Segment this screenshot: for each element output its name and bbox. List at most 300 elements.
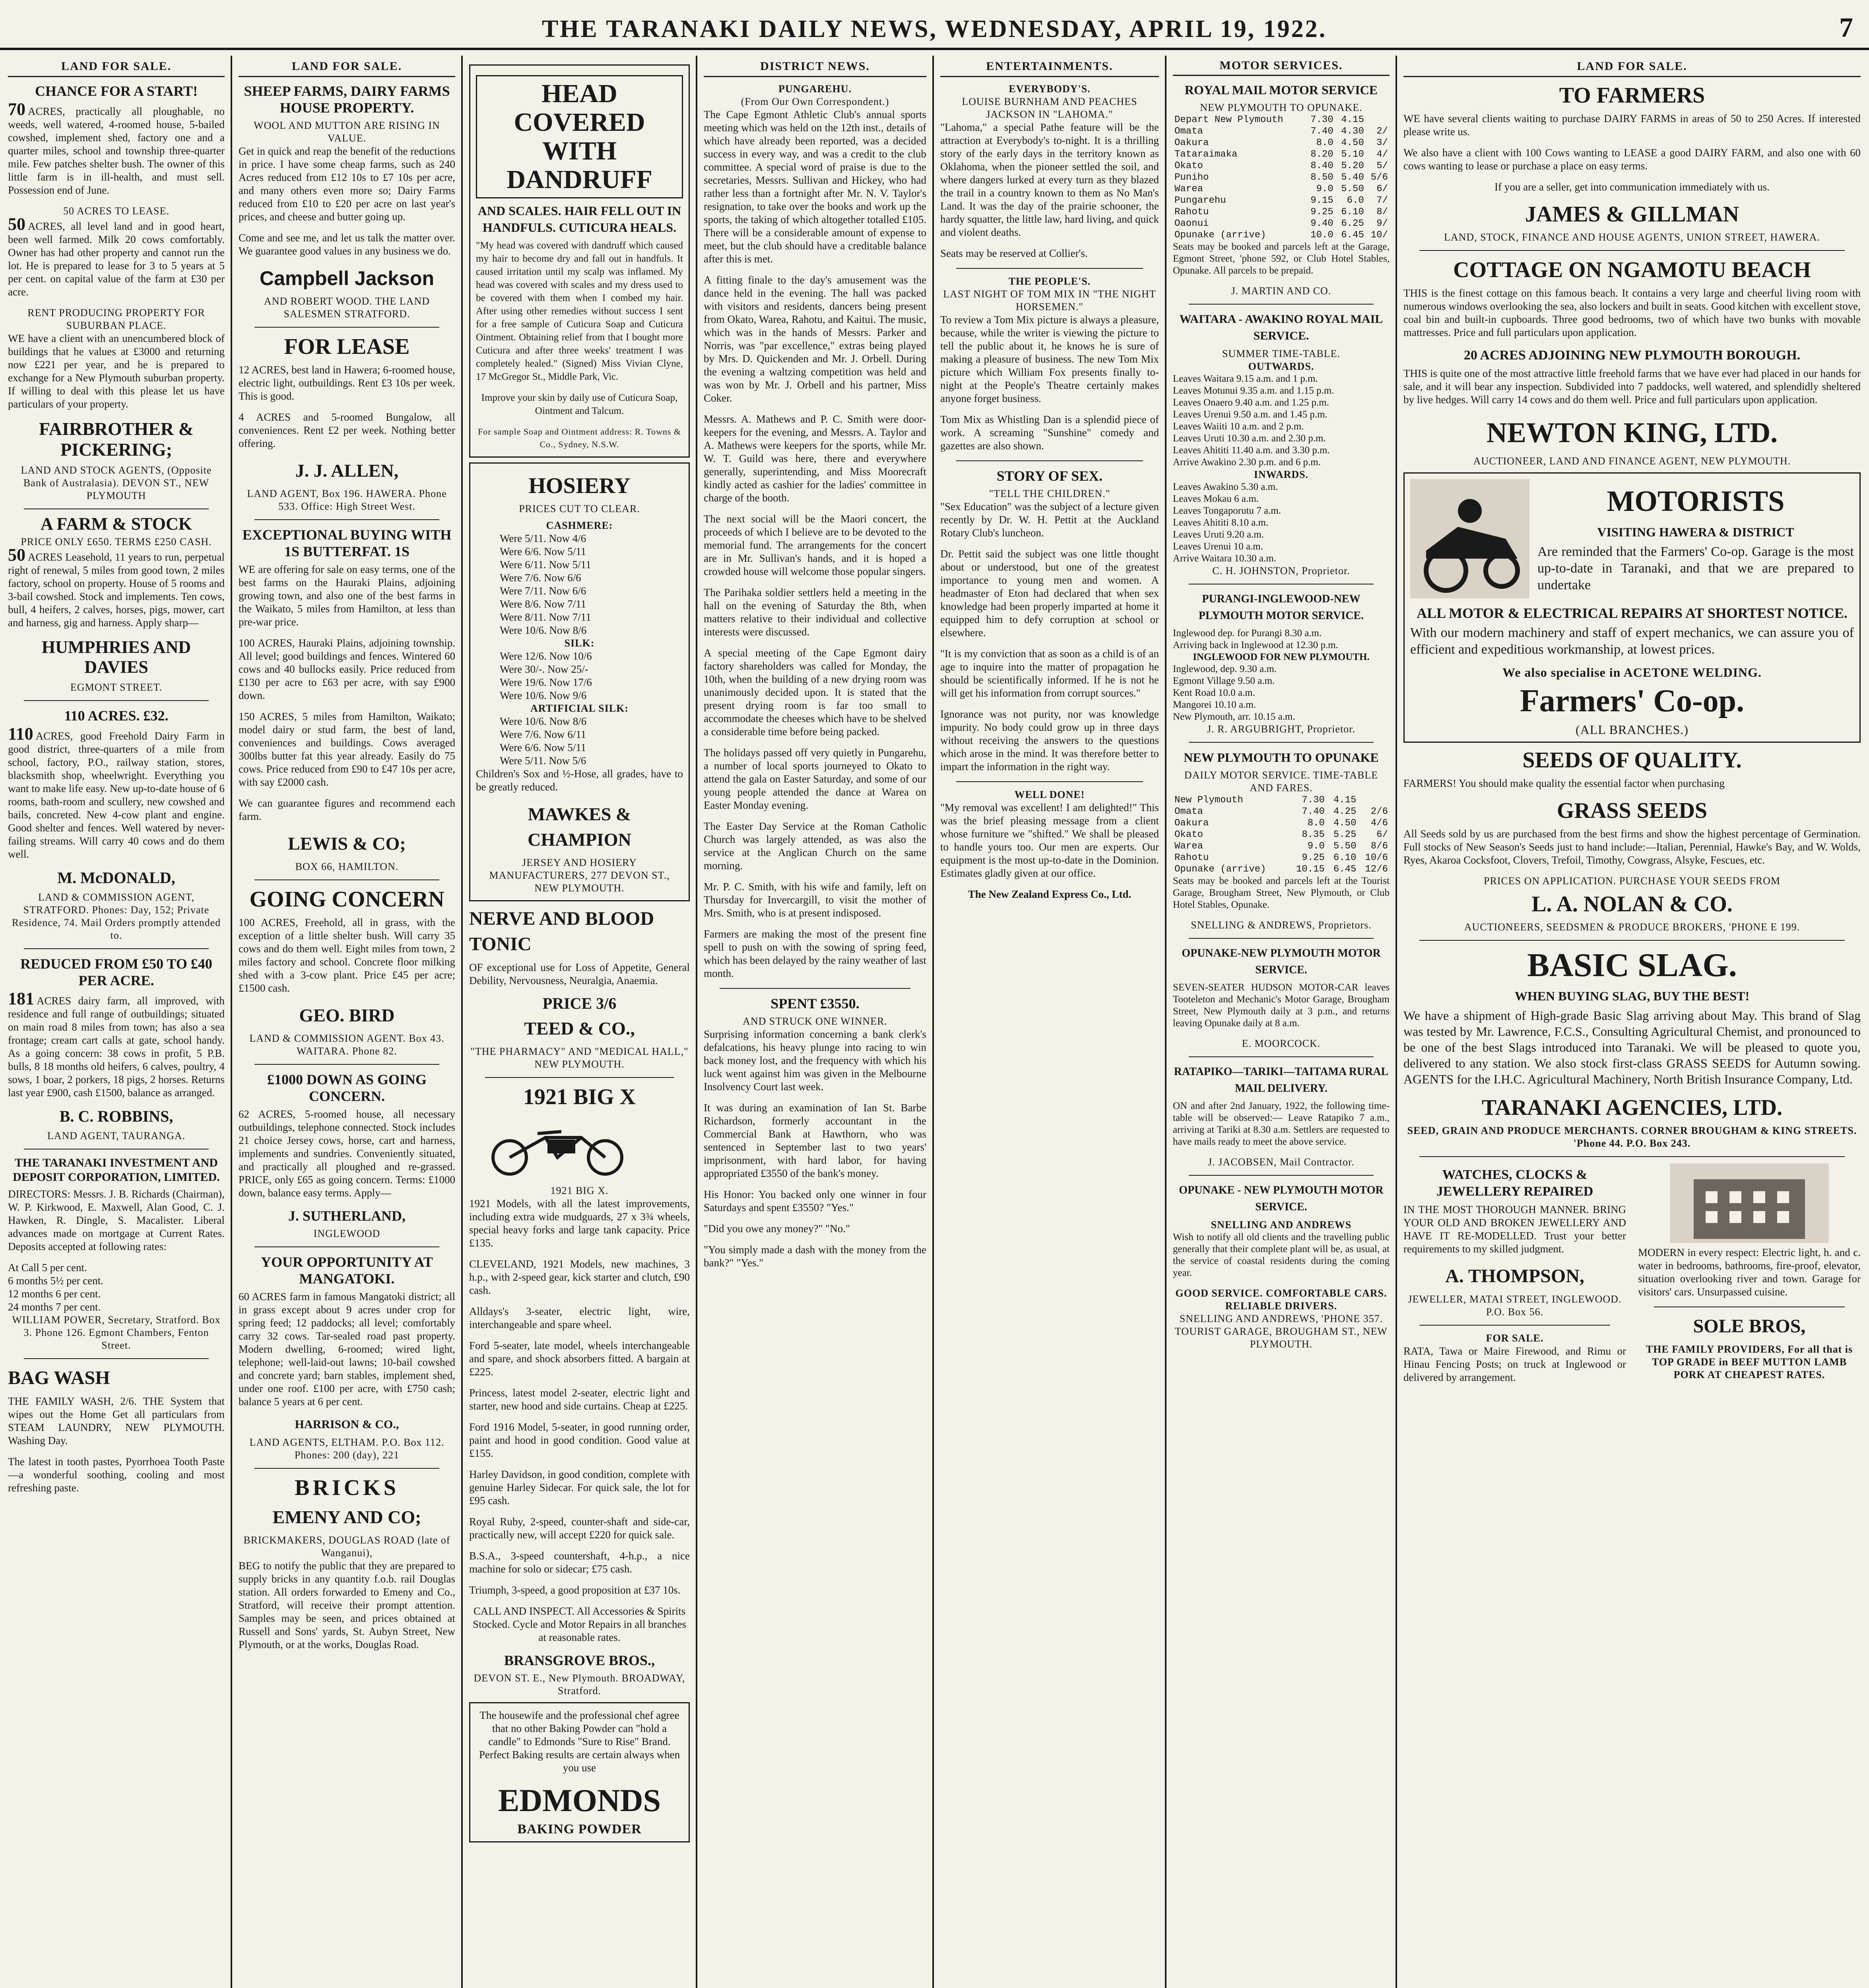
ad-text: Are reminded that the Farmers' Co-op. Garage is the most up-to-date in Taranaki, and that we are prepared to undertake (1537, 544, 1854, 592)
ad-subheading: 50 ACRES TO LEASE. (63, 205, 169, 217)
column-1 (8, 60, 225, 1988)
ad-text: Ford 5-seater, late model, wheels interchangeable and spare, and shock absorbers fitted. A bargain at £225. (469, 1340, 690, 1378)
column-header: LAND FOR SALE. (8, 60, 225, 77)
timetable-cell: Okato (1174, 161, 1203, 171)
timetable-row: Leaves Ahititi 8.10 a.m. (1173, 517, 1269, 528)
timetable-row: New Plymouth, arr. 10.15 a.m. (1173, 711, 1295, 722)
firm-name: Farmers' Co-op. (1520, 683, 1745, 718)
price-row: Were 8/6. Now 7/11 (500, 598, 586, 610)
firm-name: EMENY AND CO; (272, 1507, 421, 1527)
timetable-cell: Rahotu (1174, 207, 1209, 217)
ad-text: 60 ACRES farm in famous Mangatoki district; all in grass except about 9 acres under crop for spring feed; 12 paddocks; all level; comfortably carry 32 cows. Tar-sealed road past property. Modern dwelling, 6-roomed; wired light, telephone; well-laid-out lawns; 10-bail cowshed and concrete yard; barn stables, implement shed, under one roof. £100 per acre, with £750 cash; balance 5 years at 6 per cent. (239, 1291, 455, 1408)
article-headline: STORY OF SEX. (996, 468, 1103, 484)
firm-name: J. J. ALLEN, (295, 460, 399, 481)
price-row: Were 19/6. Now 17/6 (500, 676, 592, 688)
timetable-row: Leaves Waitara 9.15 a.m. and 1 p.m. (1173, 373, 1318, 384)
ad-heading: HOSIERY (528, 474, 631, 498)
article-paragraph: "Did you owe any money?" "No." (704, 1223, 850, 1235)
timetable-section: INWARDS. (1254, 469, 1309, 480)
ad-tagline: GOOD SERVICE. COMFORTABLE CARS. RELIABLE DRIVERS. (1175, 1287, 1387, 1312)
hosiery-ad (469, 462, 690, 901)
timetable-cell: 6.0 (1347, 195, 1364, 206)
price-row: Were 30/-. Now 25/- (500, 663, 588, 675)
firm-name: J. SUTHERLAND, (288, 1208, 406, 1224)
timetable-cell (1358, 794, 1390, 806)
timetable-cell: 9.0 (1316, 184, 1333, 194)
timetable-list (1173, 481, 1390, 565)
ad-text: DIRECTORS: Messrs. J. B. Richards (Chairman), W. P. Kirkwood, E. Maxwell, Alan Good, C. J. Hawken, R. Dingle, S. Macalister. Liberal advances made on mortgage at Current Rates. Deposits accepted at following rates: (8, 1188, 225, 1252)
timetable-row (1173, 137, 1390, 149)
ad-heading: GOING CONCERN (249, 887, 444, 912)
timetable-row (1173, 229, 1390, 241)
timetable-cell: 9.25 (1302, 852, 1325, 863)
ad-heading: 110 ACRES. £32. (64, 708, 169, 724)
timetable-cell: 2/ (1376, 126, 1388, 137)
column-header: ENTERTAINMENTS. (940, 60, 1159, 77)
ad-subheading: WHEN BUYING SLAG, BUY THE BEST! (1514, 989, 1750, 1003)
price-list (476, 532, 683, 637)
timetable-row (1173, 160, 1390, 172)
brand-sub: BAKING POWDER (517, 1822, 642, 1837)
article-paragraph: The Parihaka soldier settlers held a meeting in the hall on the evening of Saturday the 8th, when matters relative to their individual and collective interests were discussed. (704, 586, 926, 638)
firm-name: HARRISON & CO., (295, 1418, 399, 1431)
price-list (476, 650, 683, 702)
ad-heading: 1921 BIG X (523, 1085, 636, 1109)
ad-text: THIS is the finest cottage on this famous beach. It contains a very large and cheerful living room with numerous windows overlooking the sea, also lockers and built in seats. Good kitchen with excellent stove, coal bin and built-in cupboards. Three good bedrooms, two of which have two bunks with movable mattresses. Price and full particulars upon application. (1403, 287, 1861, 338)
timetable-cell: 5/ (1376, 161, 1388, 171)
article-paragraph: Mr. P. C. Smith, with his wife and family, left on Thursday for Invercargill, to visit the mother of Mrs. Smith, who is at present indisposed. (704, 881, 926, 919)
timetable-cell: 5.25 (1333, 829, 1357, 840)
ad-text: "My removal was excellent! I am delighted!" This was the brief pleasing message from a client whose furniture we "shifted." We shall be pleased to handle yours too. Our men are experts. Our equipment is the most up-to-date in the Dominion. Estimates gladly given at our office. (940, 802, 1159, 879)
price-list (476, 715, 683, 767)
image-caption: 1921 BIG X. (550, 1185, 609, 1196)
column-2 (239, 60, 455, 1988)
timetable-row: Kent Road 10.0 a.m. (1173, 687, 1255, 698)
timetable-cell: 7/ (1376, 195, 1388, 206)
firm-name: TEED & CO., (524, 1018, 635, 1039)
timetable (1173, 794, 1390, 875)
ad-text: WE have several clients waiting to purchase DAIRY FARMS in areas of 50 to 250 Acres. If interested please write us. (1403, 113, 1861, 138)
firm-address: LAND AGENT, TAURANGA. (47, 1130, 186, 1142)
column-header: MOTOR SERVICES. (1173, 60, 1390, 76)
timetable-signature: SNELLING & ANDREWS, Proprietors. (1191, 919, 1372, 931)
timetable-title: PURANGI-INGLEWOOD-NEW PLYMOUTH MOTOR SERVICE. (1198, 593, 1364, 622)
timetable-cell: Warea (1174, 184, 1203, 194)
timetable-cell: 2/6 (1370, 806, 1388, 817)
article-subheadline: LAST NIGHT OF TOM MIX IN "THE NIGHT HORSEMEN." (943, 288, 1156, 313)
timetable-cell: 8.50 (1310, 172, 1333, 183)
price-group: SILK: (564, 637, 595, 649)
ad-signature: WILLIAM POWER, Secretary, Stratford. Box 3. Phone 126. Egmont Chambers, Fenton Street. (12, 1314, 221, 1351)
article-headline: EVERYBODY'S. (1009, 83, 1091, 95)
column-rule (932, 56, 934, 1988)
article-paragraph: The Cape Egmont Athletic Club's annual sports meeting which was held on the 12th inst., details of which have already been reported, was a decided success in every way, and was a credit to the club committee. A special word of praise is due to the secretaries, Messrs. Sullivan and Hickey, who had rather less than a fortnight after Mr. N. V. Taylor's resignation, to take over the books and work up the sports, the taking of which altogether totalled £105. There will be a considerable amount of expense to meet, but the club should have a creditable balance after this is met. (704, 109, 926, 265)
timetable-signature: SNELLING AND ANDREWS, 'PHONE 357. TOURIST GARAGE, BROUGHAM ST., NEW PLYMOUTH. (1175, 1313, 1388, 1350)
timetable-row: Leaves Tongaporutu 7 a.m. (1173, 505, 1281, 516)
firm-name: BRANSGROVE BROS., (504, 1652, 655, 1668)
timetable-row: Arrive Waitara 10.30 a.m. (1173, 553, 1276, 564)
bottom-ads (1403, 1163, 1861, 1392)
page-number: 7 (1839, 12, 1853, 43)
timetable-note: SEVEN-SEATER HUDSON MOTOR-CAR leaves Tooteleton and Mechanic's Motor Garage, Brougham Street, New Plymouth daily at 3 p.m., and returns leaving Opunake daily at 8 a.m. (1173, 982, 1390, 1029)
timetable-cell: 4.50 (1341, 138, 1364, 148)
timetable-section: OUTWARDS. (1248, 361, 1314, 372)
ad-text: "My head was covered with dandruff which caused my hair to become dry and fall out in handfuls. It caused irritation until my scalp was inflamed. My head was covered with scales and my dress used to be covered with them when I combed my hair. After using other remedies without success I sent for a free sample of Cuticura Soap and Cuticura Ointment. Obtaining relief from that I bought more Cuticura and after three weeks' treatment I was completely healed." (Signed) Miss Vivian Clyne, 17 McGregor St., Middle Park, Vic. (476, 240, 683, 382)
firm-address: JEWELLER, MATAI STREET, INGLEWOOD. P.O. Box 56. (1408, 1293, 1622, 1318)
firm-address: LAND & COMMISSION AGENT. Box 43. WAITARA. Phone 82. (249, 1033, 444, 1057)
timetable-cell: 6.25 (1341, 218, 1364, 229)
timetable-cell: 8/6 (1370, 841, 1388, 852)
price-row: Were 7/6. Now 6/6 (500, 572, 581, 584)
ad-text: The housewife and the professional chef agree that no other Baking Powder can "hold a candle" to Edmonds "Sure to Rise" Brand. Perfect Baking results are certain always when you use (479, 1709, 680, 1774)
ad-heading: BASIC SLAG. (1527, 947, 1737, 984)
hotel-butcher-ads (1638, 1163, 1861, 1392)
timetable-title: OPUNAKE-NEW PLYMOUTH MOTOR SERVICE. (1182, 947, 1381, 976)
ad-text: 150 ACRES, 5 miles from Hamilton, Waikato; model dairy or stud farm, the best of land, conveniences and buildings. Cows averaged 300lbs butter fat this year already. Easily do 75 cows. Price reduced from £90 to £47 10s per acre, with say £2000 cash. (239, 711, 455, 788)
price-row: Were 5/11. Now 4/6 (500, 532, 586, 544)
column-rule (461, 56, 463, 1988)
ad-heading: MOTORISTS (1607, 485, 1785, 518)
column-header: DISTRICT NEWS. (704, 60, 926, 77)
timetable-row: Leaves Awakino 5.30 a.m. (1173, 481, 1278, 492)
ad-text: WE have a client with an unencumbered block of buildings that he values at £3000 and returning now £221 per year, and he is prepared to exchange for a New Plymouth suburban property. If willing to deal with this please let us have particulars of your property. (8, 332, 225, 410)
timetable-cell: Pungarehu (1174, 195, 1226, 206)
column-rule (1165, 56, 1166, 1988)
firm-address: DEVON ST. E., New Plymouth. BROADWAY, Stratford. (474, 1672, 685, 1697)
rate-row: 24 months 7 per cent. (8, 1301, 101, 1313)
ad-text: Ford 1916 Model, 5-seater, in good running order, paint and hood in good condition. Good value at £155. (469, 1421, 690, 1459)
firm-address: INGLEWOOD (313, 1228, 380, 1239)
timetable-row: Leaves Uruti 9.20 a.m. (1173, 529, 1264, 540)
firm-address: THE FAMILY PROVIDERS, For all that is TOP GRADE in BEEF MUTTON LAMB PORK AT CHEAPEST RATES. (1646, 1343, 1853, 1380)
edmonds-ad (469, 1702, 690, 1842)
masthead (0, 0, 1869, 50)
article-paragraph: "You simply made a dash with the money from the bank?" "Yes." (704, 1244, 926, 1269)
article-headline: THE PEOPLE'S. (1008, 276, 1091, 287)
timetable (1173, 114, 1390, 241)
timetable-cell: Depart New Plymouth (1174, 115, 1283, 125)
price-row: Were 8/11. Now 7/11 (500, 611, 591, 623)
timetable-row (1173, 195, 1390, 206)
ad-text: 100 ACRES, Freehold, all in grass, with the exception of a little shelter bush. Will carry 35 cows and do them well. Eight miles from town, 2 miles factory and school. Concrete floor milking shed with a 3-cow plant. Price £45 per acre; £1500 cash. (239, 916, 455, 994)
article-paragraph: The Easter Day Service at the Roman Catholic Church was largely attended, as was also the service at the Anglican Church on the same morning. (704, 820, 926, 872)
timetable-cell: 10.0 (1310, 230, 1333, 241)
ad-heading: SHEEP FARMS, DAIRY FARMS HOUSE PROPERTY. (244, 83, 450, 116)
ad-text: The latest in tooth pastes, Pyorrhoea Tooth Paste—a wonderful soothing, cooling and most refreshing paste. (8, 1456, 225, 1494)
timetable-cell: 10/6 (1365, 852, 1388, 863)
ad-text: Get in quick and reap the benefit of the reductions in price. I have some cheap farms, such as 240 Acres reduced from £12 10s to £7 10s per acre, and many others even more so; Dairy Farms reduced from £10 to £20 per acre on last year's prices, and cheese and butter going up. (239, 145, 455, 223)
ad-heading: CHANCE FOR A START! (35, 83, 198, 99)
timetable-signature: C. H. JOHNSTON, Proprietor. (1212, 565, 1350, 577)
timetable-cell: 5.50 (1333, 841, 1357, 852)
article-paragraph: A special meeting of the Cape Egmont dairy factory shareholders was called for Monday, the 10th, when the building of a new drying room was unanimously decided upon. It is stated that the present drying room is far too small to accommodate the cheeses which have to be shelved a considerable time before being packed. (704, 647, 926, 738)
firm-address: LAND, STOCK, FINANCE AND HOUSE AGENTS, UNION STREET, HAWERA. (1444, 231, 1820, 243)
timetable-cell: 7.40 (1310, 126, 1333, 137)
firm-address: AND ROBERT WOOD. THE LAND SALESMEN STRATFORD. (264, 295, 430, 320)
ad-heading: WATCHES, CLOCKS & JEWELLERY REPAIRED (1436, 1167, 1593, 1199)
ad-text: Triumph, 3-speed, a good proposition at £37 10s. (469, 1584, 681, 1596)
cuticura-ad (469, 64, 690, 458)
ad-price: PRICE 3/6 (542, 994, 617, 1012)
firm-name: MAWKES & CHAMPION (528, 804, 631, 850)
timetable-note: Wish to notify all old clients and the travelling public generally that their complete plant will be, as usual, at the service of coastal residents during the coming year. (1173, 1232, 1390, 1278)
column-7 (1403, 60, 1861, 1988)
timetable-row: Leaves Waiiti 10 a.m. and 2 p.m. (1173, 421, 1304, 432)
firm-address: AUCTIONEER, LAND AND FINANCE AGENT, NEW PLYMOUTH. (1473, 455, 1791, 467)
timetable-row: Leaves Ahititi 11.40 a.m. and 3.30 p.m. (1173, 445, 1330, 456)
firm-address: LAND & COMMISSION AGENT, STRATFORD. Phones: Day, 152; Private Residence, 74. Mail Orders promptly attended to. (12, 891, 221, 941)
firm-address: AUCTIONEERS, SEEDSMEN & PRODUCE BROKERS, 'PHONE E 199. (1464, 921, 1800, 933)
article-paragraph: Messrs. A. Mathews and P. C. Smith were door-keepers for the evening, and Messrs. A. Taylor and A. Mathews were keepers for the sports, while Mr. W. T. Guild was here, there and everywhere generally, superintending, and Miss Moorecraft kindly acted as cashier for the ladies' committee in charge of the booth. (704, 413, 926, 504)
ad-heading: WELL DONE! (1014, 789, 1085, 800)
firm-address: JERSEY AND HOSIERY MANUFACTURERS, 277 DEVON ST., NEW PLYMOUTH. (489, 857, 670, 894)
column-rule (696, 56, 697, 1988)
timetable-cell: Opunake (arrive) (1174, 864, 1266, 875)
article-subheadline: AND STRUCK ONE WINNER. (743, 1015, 887, 1027)
timetable-cell: 6.45 (1341, 230, 1364, 241)
timetable-row (1173, 126, 1390, 137)
timetable-cell: 6.10 (1341, 207, 1364, 217)
timetable-row (1173, 864, 1390, 875)
ad-text: We also have a client with 100 Cows wanting to LEASE a good DAIRY FARM, and also one with 60 cows wanting to lease or purchase a place on easy terms. (1403, 147, 1861, 172)
timetable-cell: 8.35 (1302, 829, 1325, 840)
timetable-cell: 12/6 (1365, 864, 1388, 875)
ad-text: 12 ACRES, best land in Hawera; 6-roomed house, electric light, outbuildings. Rent £3 10s per week. This is good. (239, 364, 455, 402)
timetable-note: Seats may be booked and parcels left at the Garage, Egmont Street, 'phone 592, or Club Hotel Stables, Opunake. All parcels to be prepaid. (1173, 241, 1390, 276)
timetable-cell: 8/ (1376, 207, 1388, 217)
timetable-row (1173, 852, 1390, 864)
article-subheadline: "TELL THE CHILDREN." (989, 488, 1110, 499)
article-paragraph: "Lahoma," a special Pathe feature will be the attraction at Everybody's to-night. It is a thrilling story of the early days in the territory known as Oklahoma, when the pioneer settled the soil, and where dangers lurked at every turn as they blazed the trail in a country known to them as No Man's Land. It was the day of the prairie schooner, the hardy squatter, the little law, hard living, and quick and violent deaths. (940, 121, 1159, 238)
price-row: Were 6/11. Now 5/11 (500, 559, 591, 571)
timetable-cell: New Plymouth (1174, 795, 1243, 806)
firm-address: LAND AGENT, Box 196. HAWERA. Phone 533. Office: High Street West. (247, 488, 447, 512)
ad-heading: FOR SALE. (1486, 1332, 1544, 1344)
ad-text: All Seeds sold by us are purchased from the best firms and show the highest percentage of Germination. Full stocks of New Season's Seeds just to hand include:—Italian, Perennial, Hawke's Bay, and W. Wolds, Ryes, Akaroa Cocksfoot, Clovers, Trefoil, Timothy, Cowgrass, Alsyke, Fescues, etc. (1403, 828, 1861, 866)
column-5 (940, 60, 1159, 1988)
firm-name: HUMPHRIES AND DAVIES (41, 637, 191, 677)
ad-text: WE are offering for sale on easy terms, one of the best farms on the Hauraki Plains, adjoining growing town, and also one of the best farms in the Waikato, 5 miles from Hamilton, at less than pre-war price. (239, 563, 455, 628)
ad-text: ALL MOTOR & ELECTRICAL REPAIRS AT SHORTEST NOTICE. (1417, 605, 1848, 621)
timetable-cell: 7.30 (1310, 115, 1333, 125)
ad-heading: A FARM & STOCK (41, 514, 192, 534)
ad-heading: SEEDS OF QUALITY. (1522, 748, 1742, 773)
timetable-cell: 3/ (1376, 138, 1388, 148)
rate-row: At Call 5 per cent. (8, 1262, 87, 1274)
timetable-cell: 6/ (1376, 184, 1388, 194)
ad-subheading: AND SCALES. HAIR FELL OUT IN HANDFULS. CUTICURA HEALS. (477, 204, 681, 235)
timetable-cell: 4/ (1376, 149, 1388, 160)
ad-text: 50 ACRES Leasehold, 11 years to run, perpetual right of renewal, 5 miles from good town, 2 miles factory, school on property. House of 5 rooms and 3-bail cowshed. Stock and implements. Ten cows, bull, 4 heifers, 2 calves, horses, pigs, mower, cart and harness, gig and harness. Apply sharp— (8, 545, 225, 629)
timetable-row (1173, 183, 1390, 195)
newspaper-title: THE TARANAKI DAILY NEWS, WEDNESDAY, APRIL 19, 1922. (541, 16, 1327, 43)
ad-heading: NERVE AND BLOOD TONIC (469, 908, 654, 955)
timetable-row: INGLEWOOD FOR NEW PLYMOUTH. (1193, 652, 1370, 662)
firm-name: L. A. NOLAN & CO. (1531, 892, 1733, 916)
ad-text: B.S.A., 3-speed countershaft, 4-h.p., a nice machine for solo or sidecar; £75 cash. (469, 1550, 690, 1575)
timetable-note: Seats may be booked and parcels left at the Tourist Garage, Brougham Street, New Plymouth, or Club Hotel Stables, Opunake. (1173, 876, 1390, 910)
ad-text: THIS is quite one of the most attractive little freehold farms that we have ever had placed in our hands for sale, and it will bear any inspection. Subdivided into 7 paddocks, well watered, and splendidly sheltered by live hedges. Will carry 14 cows and do them well. Price and full particulars upon application. (1403, 367, 1861, 406)
timetable-row: Egmont Village 9.50 a.m. (1173, 676, 1275, 686)
timetable-cell: 4.30 (1341, 126, 1364, 137)
firm-name: M. McDONALD, (57, 869, 175, 887)
ad-text: 1921 Models, with all the latest improvements, including extra wide mudguards, 27 x 3¾ wheels, special heavy forks and large tank capacity. Price £135. (469, 1198, 690, 1249)
timetable-subtitle: DAILY MOTOR SERVICE. TIME-TABLE AND FARES. (1184, 769, 1378, 794)
timetable-row: Inglewood dep. for Purangi 8.30 a.m. (1173, 628, 1322, 639)
timetable-cell: 9.40 (1310, 218, 1333, 229)
ad-text: IN THE MOST THOROUGH MANNER. BRING YOUR OLD AND BROKEN JEWELLERY AND HAVE IT RE-MODELLED. Trust your better requirements to my skilled judgment. (1403, 1204, 1626, 1255)
timetable-cell: 5/6 (1370, 172, 1388, 183)
price-row: Were 6/6. Now 5/11 (500, 546, 586, 557)
price-row: Were 10/6. Now 9/6 (500, 689, 587, 701)
jeweller-ad (1403, 1163, 1626, 1392)
firm-address: LAND AGENTS, ELTHAM. P.O. Box 112. Phones: 200 (day), 221 (249, 1437, 444, 1461)
price-row: Were 10/6. Now 8/6 (500, 715, 587, 727)
timetable-cell: 4.15 (1333, 795, 1357, 806)
timetable-cell: 5.40 (1341, 172, 1364, 183)
ad-heading: REDUCED FROM £50 TO £40 PER ACRE. (20, 956, 212, 988)
timetable-cell: 8.40 (1310, 161, 1333, 171)
ad-text: Alldays's 3-seater, electric light, wire, interchangeable and spare wheel. (469, 1305, 690, 1330)
timetable-signature: E. MOORCOCK. (1242, 1038, 1321, 1049)
article-paragraph: It was during an examination of Ian St. Barbe Richardson, formerly accountant in the Commercial Bank at Hawthorn, who was sentenced in September last to two years' imprisonment, with hard labor, for having appropriated £3550 of the bank's money. (704, 1102, 926, 1179)
motorcycle-icon (469, 1118, 646, 1177)
article-paragraph: Dr. Pettit said the subject was one little thought about or understood, but one of the greatest importance to young men and women. A headmaster of Eton had declared that when sex knowledge had been properly imparted at home it equipped him to defy corruption at school or elsewhere. (940, 548, 1159, 639)
ad-text: OF exceptional use for Loss of Appetite, General Debility, Nervousness, Neuralgia, Anaemia. (469, 961, 690, 986)
timetable-row (1173, 841, 1390, 852)
timetable-note: ON and after 2nd January, 1922, the following time-table will be observed:— Leave Ratapiko 7 a.m., arriving at Tariki at 8.30 a.m. Settlers are requested to have mails ready to meet the above service. (1173, 1101, 1390, 1147)
timetable-row: Leaves Mokau 6 a.m. (1173, 493, 1259, 504)
timetable-row: Leaves Urenui 10 a.m. (1173, 541, 1263, 552)
brand-logo: EDMONDS (498, 1783, 661, 1818)
timetable-row (1173, 794, 1390, 806)
timetable-row: Leaves Uruti 10.30 a.m. and 2.30 p.m. (1173, 433, 1326, 444)
timetable-row: Arriving back in Inglewood at 12.30 p.m. (1173, 640, 1338, 650)
timetable-row (1173, 806, 1390, 817)
article-paragraph: The holidays passed off very quietly in Pungarehu, a number of local sports journeyed to Okato to attend the gala on Easter Saturday, and some of our young people attended the dance at Warea on Easter Monday evening. (704, 747, 926, 811)
firm-name: JAMES & GILLMAN (1525, 202, 1739, 227)
column-header: LAND FOR SALE. (1403, 60, 1861, 77)
column-rule (1395, 56, 1397, 1988)
firm-name: THE TARANAKI INVESTMENT AND DEPOSIT CORPORATION, LIMITED. (13, 1156, 220, 1184)
rate-row: 12 months 6 per cent. (8, 1288, 101, 1300)
article-paragraph: Farmers are making the most of the present fine spell to push on with the sowing of spring feed, which has been delayed by the rainy weather of last month. (704, 928, 926, 979)
ad-heading: £1000 DOWN AS GOING CONCERN. (267, 1072, 427, 1104)
ad-subheading: RENT PRODUCING PROPERTY FOR SUBURBAN PLACE. (27, 307, 205, 331)
timetable-cell: 9.15 (1310, 195, 1333, 206)
timetable-cell: 5.50 (1341, 184, 1364, 194)
firm-name: TARANAKI AGENCIES, LTD. (1481, 1095, 1783, 1120)
firm-name: SOLE BROS, (1693, 1316, 1806, 1337)
timetable-cell: 10/ (1370, 230, 1388, 241)
timetable-row: Leaves Urenui 9.50 a.m. and 1.45 p.m. (1173, 409, 1328, 420)
timetable-cell: 4.25 (1333, 806, 1357, 817)
price-row: Were 12/6. Now 10/6 (500, 650, 592, 662)
ad-text: BEG to notify the public that they are prepared to supply bricks in any quantity f.o.b. rail Douglas station. All orders forwarded to Emeny and Co., Stratford, will receive their prompt attention. Samples may be seen, and prices obtained at Russell and Sons' yards, St. Aubyn Street, New Plymouth, or at the works, Douglas Road. (239, 1560, 455, 1650)
ad-heading: COTTAGE ON NGAMOTU BEACH (1453, 258, 1811, 282)
price-group: CASHMERE: (546, 520, 613, 531)
firm-name: LEWIS & CO; (288, 833, 406, 854)
ad-text: PRICES ON APPLICATION. PURCHASE YOUR SEEDS FROM (1483, 875, 1780, 887)
timetable-row (1173, 149, 1390, 160)
article-byline: (From Our Own Correspondent.) (741, 96, 889, 107)
column-6 (1173, 60, 1390, 1988)
ad-heading: EXCEPTIONAL BUYING WITH 1S BUTTERFAT. 1S (242, 527, 452, 559)
timetable-cell: Oaonui (1174, 218, 1209, 229)
ad-subheading: PRICES CUT TO CLEAR. (519, 503, 640, 514)
timetable-signature: J. MARTIN AND CO. (1231, 285, 1331, 297)
timetable-row: Arrive Awakino 2.30 p.m. and 6 p.m. (1173, 457, 1321, 468)
motorist-illustration-icon (1410, 479, 1529, 598)
timetable-list (1173, 373, 1390, 468)
ad-text: 181 ACRES dairy farm, all improved, with residence and full range of outbuildings; situated on main road 8 miles from town; has also a sea frontage; cream cart calls at gate, school handy. As a going concern: 38 cows in profit, 5 P.B. bulls, 8 18 months old heifers, 6 calves, poultry, 4 sows, 1 boar, 2 porkers, 18 pigs, 2 horses. Returns last year £900, cash £1500, balance as arranged. (8, 989, 225, 1099)
ad-heading: FOR LEASE (284, 334, 410, 359)
article-paragraph: "Sex Education" was the subject of a lecture given recently by Dr. W. H. Pettit at the Auckland Rotary Club's luncheon. (940, 501, 1159, 539)
ad-subheading: VISITING HAWERA & DISTRICT (1597, 525, 1794, 539)
timetable-row: Leaves Motunui 9.35 a.m. and 1.15 p.m. (1173, 385, 1334, 396)
ad-text: 100 ACRES, Hauraki Plains, adjoining township. All level; good buildings and fences. Wintered 60 cows and 40 bullocks easily. Price reduced from £130 per acre to £63 per acre, with say £900 down. (239, 637, 455, 701)
ad-text: FARMERS! You should make quality the essential factor when purchasing (1403, 777, 1725, 789)
timetable-title: NEW PLYMOUTH TO OPUNAKE (1184, 750, 1379, 765)
ad-text: We have a shipment of High-grade Basic Slag arriving about May. This brand of Slag was tested by Mr. Lawrence, F.C.S., Consulting Agricultural Chemist, and pronounced to be one of the best Slags introduced into Taranaki. We will be pleased to quote you, delivered to any station. We also stock first-class GRASS SEEDS for Autumn sowing. AGENTS for the I.H.C. Agricultural Machinery, North British Insurance Company, Ltd. (1403, 1008, 1861, 1086)
ad-heading: HEAD COVERED WITH DANDRUFF (476, 75, 683, 198)
timetable-cell: Warea (1174, 841, 1203, 852)
ad-heading: BRICKS (295, 1475, 399, 1500)
firm-address: LAND AND STOCK AGENTS, (Opposite Bank of Australasia). DEVON ST., NEW PLYMOUTH (21, 464, 212, 501)
ad-text: We can guarantee figures and recommend each farm. (239, 797, 455, 822)
ad-heading: TO FARMERS (1559, 83, 1705, 108)
timetable-cell: Puniho (1174, 172, 1209, 183)
firm-name: A. THOMPSON, (1445, 1266, 1584, 1287)
firm-address: SEED, GRAIN AND PRODUCE MERCHANTS. CORNER BROUGHAM & KING STREETS. 'Phone 44. P.O. Box 243. (1407, 1125, 1857, 1149)
timetable-cell: 8.0 (1307, 818, 1325, 829)
timetable-list (1173, 627, 1390, 723)
price-row: Were 5/11. Now 5/6 (500, 755, 586, 767)
ad-text: 62 ACRES, 5-roomed house, all necessary outbuildings, telephone connected. Stock includes 21 choice Jersey cows, horse, cart and harness, implements and sundries. Conveniently situated, and practically all ploughed and re-grassed. PRICE, only £65 as going concern. Terms: £1000 down, balance easy terms. Apply— (239, 1108, 455, 1199)
ad-text: Children's Sox and ½-Hose, all grades, have to be greatly reduced. (476, 768, 683, 793)
timetable-row (1173, 817, 1390, 829)
motorists-ad (1403, 472, 1861, 743)
column-rule (231, 56, 232, 1988)
timetable-cell: 9/ (1376, 218, 1388, 229)
ad-text: Improve your skin by daily use of Cuticura Soap, Ointment and Talcum. (481, 392, 678, 416)
timetable-cell: 4/6 (1370, 818, 1388, 829)
ad-text: We also specialise in ACETONE WELDING. (1502, 665, 1762, 679)
ad-text: Princess, latest model 2-seater, electric light and starter, new hood and side curtains. Cheap at £225. (469, 1387, 690, 1412)
ad-text: CLEVELAND, 1921 Models, new machines, 3 h.p., with 2-speed gear, kick starter and clutch, £90 cash. (469, 1258, 690, 1296)
ad-text: 4 ACRES and 5-roomed Bungalow, all conveniences. Rent £2 per week. Nothing better offering. (239, 411, 455, 449)
ad-text: MODERN in every respect: Electric light, h. and c. water in bedrooms, bathrooms, fire-proof, elevator, situation overlooking river and town. Garage for visitors' cars. Unsurpassed cuisine. (1638, 1246, 1861, 1298)
hotel-building-icon (1638, 1163, 1861, 1243)
ad-text: 110 ACRES, good Freehold Dairy Farm in good district, three-quarters of a mile from school, factory, P.O., railway station, stores, blacksmith shop, wheelwright. Everything you want to make life easy. New up-to-date house of 6 rooms, bath-room and scullery, new cowshed and bails, concreted. New 4-cow plant and engine. Good shelter and fences. Well watered by never-failing streams. Will carry 40 cows and do them well. (8, 724, 225, 860)
timetable-row (1173, 829, 1390, 841)
timetable-title: OPUNAKE - NEW PLYMOUTH MOTOR SERVICE. (1179, 1184, 1384, 1213)
article-paragraph: His Honor: You backed only one winner in four Saturdays and spent £3550? "Yes." (704, 1188, 926, 1213)
timetable-row (1173, 114, 1390, 126)
timetable-subtitle: SUMMER TIME-TABLE. (1222, 348, 1341, 359)
ad-text: Royal Ruby, 2-speed, counter-shaft and side-car, practically new, will accept £220 for quick sale. (469, 1516, 690, 1541)
firm-address: BRICKMAKERS, DOUGLAS ROAD (late of Wanganui), (243, 1534, 450, 1559)
ad-text: Come and see me, and let us talk the matter over. We guarantee good values in any business we do. (239, 232, 455, 257)
timetable-signature: J. R. ARGUBRIGHT, Proprietor. (1207, 723, 1356, 735)
column-4 (704, 60, 926, 1988)
article-paragraph: The next social will be the Maori concert, the proceeds of which I believe are to be devoted to the memorial fund. The arrangements for the concert are in Mr. Sullivan's hands, and it is hoped a crowded house will welcome those popular singers. (704, 513, 926, 577)
column-header: LAND FOR SALE. (239, 60, 455, 77)
rate-row: 6 months 5½ per cent. (8, 1275, 103, 1287)
article-paragraph: A fitting finale to the day's amusement was the dance held in the evening. The hall was packed with visitors and residents, dancers being present from Okato, Warea, Rahotu, and Kaitui. The music, which was in the hands of Messrs. Parker and Norris, was "par excellence," extras being played by Mrs. D. Quickenden and Mr. J. Orbell. During the evening a waltzing competition was held and was won by Mr. J. Orbell and his partner, Miss Coker. (704, 274, 926, 404)
timetable-cell: Okato (1174, 829, 1203, 840)
firm-name: SNELLING AND ANDREWS (1211, 1219, 1352, 1231)
